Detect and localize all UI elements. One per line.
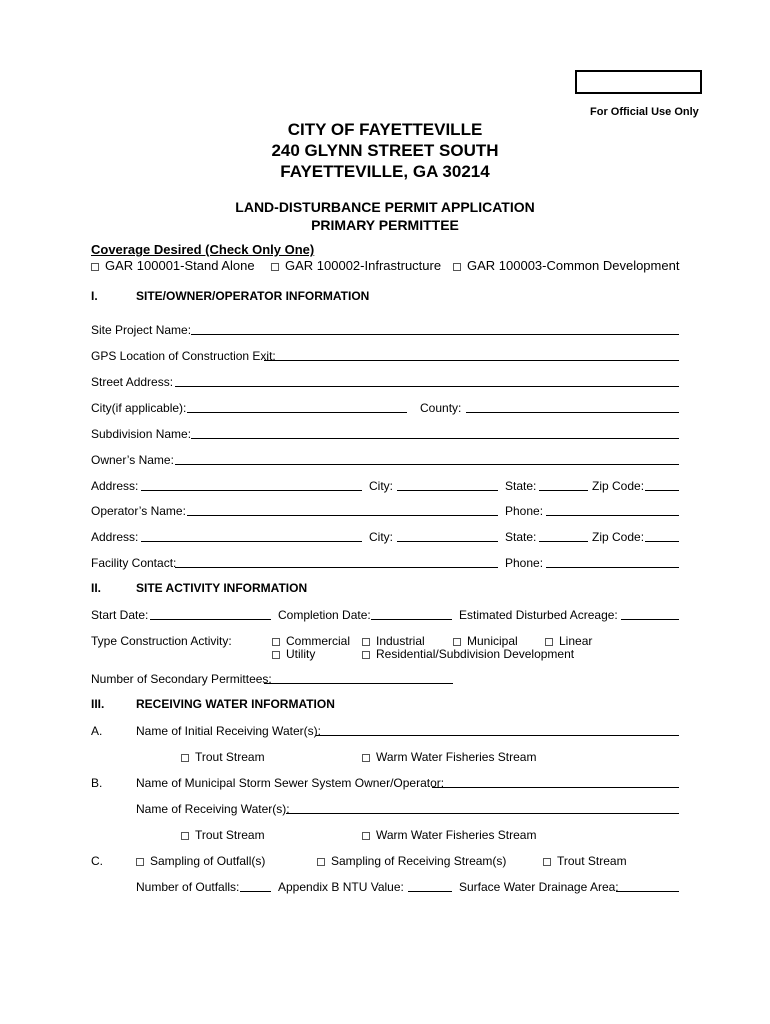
operator-phone-label: Phone:	[505, 504, 544, 518]
operator-state-field[interactable]	[539, 541, 588, 542]
facility-phone-label: Phone:	[505, 556, 544, 570]
county-label: County:	[420, 401, 462, 415]
section-1-title: SITE/OWNER/OPERATOR INFORMATION	[136, 289, 370, 303]
option-label: Industrial	[376, 634, 425, 648]
gps-location-label: GPS Location of Construction Exit:	[91, 349, 276, 363]
coverage-option-3[interactable]	[453, 259, 679, 273]
official-use-box[interactable]	[575, 70, 702, 94]
num-outfalls-label: Number of Outfalls:	[136, 880, 240, 894]
option-label: Warm Water Fisheries Stream	[376, 750, 537, 764]
a-trout-stream-option[interactable]	[181, 750, 265, 764]
residential-option[interactable]	[362, 647, 574, 661]
checkbox-icon[interactable]	[272, 638, 280, 646]
gps-location-field[interactable]	[264, 360, 679, 361]
completion-date-field[interactable]	[371, 619, 452, 620]
coverage-option-label: GAR 100001-Stand Alone	[105, 258, 255, 273]
owner-zip-field[interactable]	[645, 490, 679, 491]
checkbox-icon[interactable]	[362, 638, 370, 646]
item-b-letter: B.	[91, 776, 103, 790]
receiving-waters-field[interactable]	[286, 813, 679, 814]
facility-phone-field[interactable]	[546, 567, 679, 568]
municipal-storm-sewer-field[interactable]	[432, 787, 679, 788]
option-label: Utility	[286, 647, 316, 661]
option-label: Trout Stream	[195, 828, 265, 842]
start-date-field[interactable]	[150, 619, 271, 620]
a-warm-water-option[interactable]	[362, 750, 536, 764]
b-trout-stream-option[interactable]	[181, 828, 265, 842]
operator-phone-field[interactable]	[546, 515, 679, 516]
city-if-applicable-field[interactable]	[187, 412, 407, 413]
option-label: Sampling of Receiving Stream(s)	[331, 854, 507, 868]
linear-option[interactable]	[545, 634, 592, 648]
option-label: Warm Water Fisheries Stream	[376, 828, 537, 842]
commercial-option[interactable]	[272, 634, 350, 648]
completion-date-label: Completion Date:	[278, 608, 371, 622]
est-acreage-field[interactable]	[621, 619, 679, 620]
city-street: 240 GLYNN STREET SOUTH	[271, 141, 499, 160]
sampling-receiving-option[interactable]	[317, 854, 506, 868]
checkbox-icon[interactable]	[362, 651, 370, 659]
industrial-option[interactable]	[362, 634, 425, 648]
type-activity-label: Type Construction Activity:	[91, 634, 232, 648]
operator-address-label: Address:	[91, 530, 139, 544]
option-label: Trout Stream	[557, 854, 627, 868]
operator-city-field[interactable]	[397, 541, 498, 542]
drainage-area-field[interactable]	[616, 891, 679, 892]
city-address: FAYETTEVILLE, GA 30214	[280, 162, 490, 181]
owner-address-label: Address:	[91, 479, 139, 493]
site-project-name-field[interactable]	[191, 334, 679, 335]
operator-state-label: State:	[505, 530, 537, 544]
coverage-label: Coverage Desired (Check Only One)	[91, 242, 315, 257]
operators-name-label: Operator’s Name:	[91, 504, 186, 518]
form-title: LAND-DISTURBANCE PERMIT APPLICATION	[235, 199, 535, 215]
county-field[interactable]	[466, 412, 679, 413]
drainage-area-label: Surface Water Drainage Area:	[459, 880, 619, 894]
sampling-outfalls-option[interactable]	[136, 854, 265, 868]
operator-zip-field[interactable]	[645, 541, 679, 542]
subdivision-name-label: Subdivision Name:	[91, 427, 192, 441]
option-label: Municipal	[467, 634, 518, 648]
secondary-permittees-field[interactable]	[264, 683, 453, 684]
coverage-option-2[interactable]	[271, 259, 441, 273]
checkbox-icon[interactable]	[543, 858, 551, 866]
checkbox-icon[interactable]	[453, 263, 461, 271]
form-subtitle: PRIMARY PERMITTEE	[311, 217, 459, 233]
item-c-letter: C.	[91, 854, 103, 868]
item-a-letter: A.	[91, 724, 103, 738]
receiving-waters-label: Name of Receiving Water(s):	[136, 802, 290, 816]
checkbox-icon[interactable]	[136, 858, 144, 866]
c-trout-stream-option[interactable]	[543, 854, 627, 868]
secondary-permittees-label: Number of Secondary Permittees:	[91, 672, 272, 686]
municipal-option[interactable]	[453, 634, 518, 648]
owner-city-field[interactable]	[397, 490, 498, 491]
option-label: Commercial	[286, 634, 351, 648]
checkbox-icon[interactable]	[91, 263, 99, 271]
section-2-title: SITE ACTIVITY INFORMATION	[136, 581, 308, 595]
facility-contact-label: Facility Contact:	[91, 556, 177, 570]
operator-zip-label: Zip Code:	[592, 530, 645, 544]
checkbox-icon[interactable]	[317, 858, 325, 866]
checkbox-icon[interactable]	[271, 263, 279, 271]
section-1-number: I.	[91, 289, 98, 303]
checkbox-icon[interactable]	[453, 638, 461, 646]
checkbox-icon[interactable]	[181, 832, 189, 840]
ntu-value-field[interactable]	[408, 891, 452, 892]
official-use-label: For Official Use Only	[590, 106, 699, 118]
facility-contact-field[interactable]	[175, 567, 498, 568]
owners-name-label: Owner’s Name:	[91, 453, 174, 467]
coverage-option-1[interactable]	[91, 259, 255, 273]
section-2-number: II.	[91, 581, 102, 595]
checkbox-icon[interactable]	[545, 638, 553, 646]
coverage-option-label: GAR 100002-Infrastructure	[285, 258, 442, 273]
ntu-value-label: Appendix B NTU Value:	[278, 880, 404, 894]
subdivision-name-field[interactable]	[191, 438, 679, 439]
street-address-label: Street Address:	[91, 375, 174, 389]
operator-address-field[interactable]	[141, 541, 362, 542]
owners-name-field[interactable]	[175, 464, 679, 465]
option-label: Sampling of Outfall(s)	[150, 854, 266, 868]
section-3-number: III.	[91, 697, 105, 711]
b-warm-water-option[interactable]	[362, 828, 536, 842]
street-address-field[interactable]	[175, 386, 679, 387]
city-if-applicable-label: City(if applicable):	[91, 401, 187, 415]
initial-receiving-water-field[interactable]	[316, 735, 679, 736]
num-outfalls-field[interactable]	[240, 891, 271, 892]
checkbox-icon[interactable]	[362, 832, 370, 840]
checkbox-icon[interactable]	[272, 651, 280, 659]
owner-state-label: State:	[505, 479, 537, 493]
section-3-title: RECEIVING WATER INFORMATION	[136, 697, 335, 711]
owner-state-field[interactable]	[539, 490, 588, 491]
start-date-label: Start Date:	[91, 608, 149, 622]
operator-city-label: City:	[369, 530, 393, 544]
checkbox-icon[interactable]	[181, 754, 189, 762]
site-project-name-label: Site Project Name:	[91, 323, 192, 337]
municipal-storm-sewer-label: Name of Municipal Storm Sewer System Owner/Operator:	[136, 776, 445, 790]
option-label: Residential/Subdivision Development	[376, 647, 575, 661]
owner-address-field[interactable]	[141, 490, 362, 491]
est-acreage-label: Estimated Disturbed Acreage:	[459, 608, 618, 622]
owner-zip-label: Zip Code:	[592, 479, 645, 493]
operators-name-field[interactable]	[187, 515, 498, 516]
coverage-option-label: GAR 100003-Common Development	[467, 258, 680, 273]
city-name: CITY OF FAYETTEVILLE	[287, 120, 483, 139]
utility-option[interactable]	[272, 647, 315, 661]
initial-receiving-water-label: Name of Initial Receiving Water(s):	[136, 724, 321, 738]
option-label: Linear	[559, 634, 593, 648]
option-label: Trout Stream	[195, 750, 265, 764]
owner-city-label: City:	[369, 479, 393, 493]
checkbox-icon[interactable]	[362, 754, 370, 762]
